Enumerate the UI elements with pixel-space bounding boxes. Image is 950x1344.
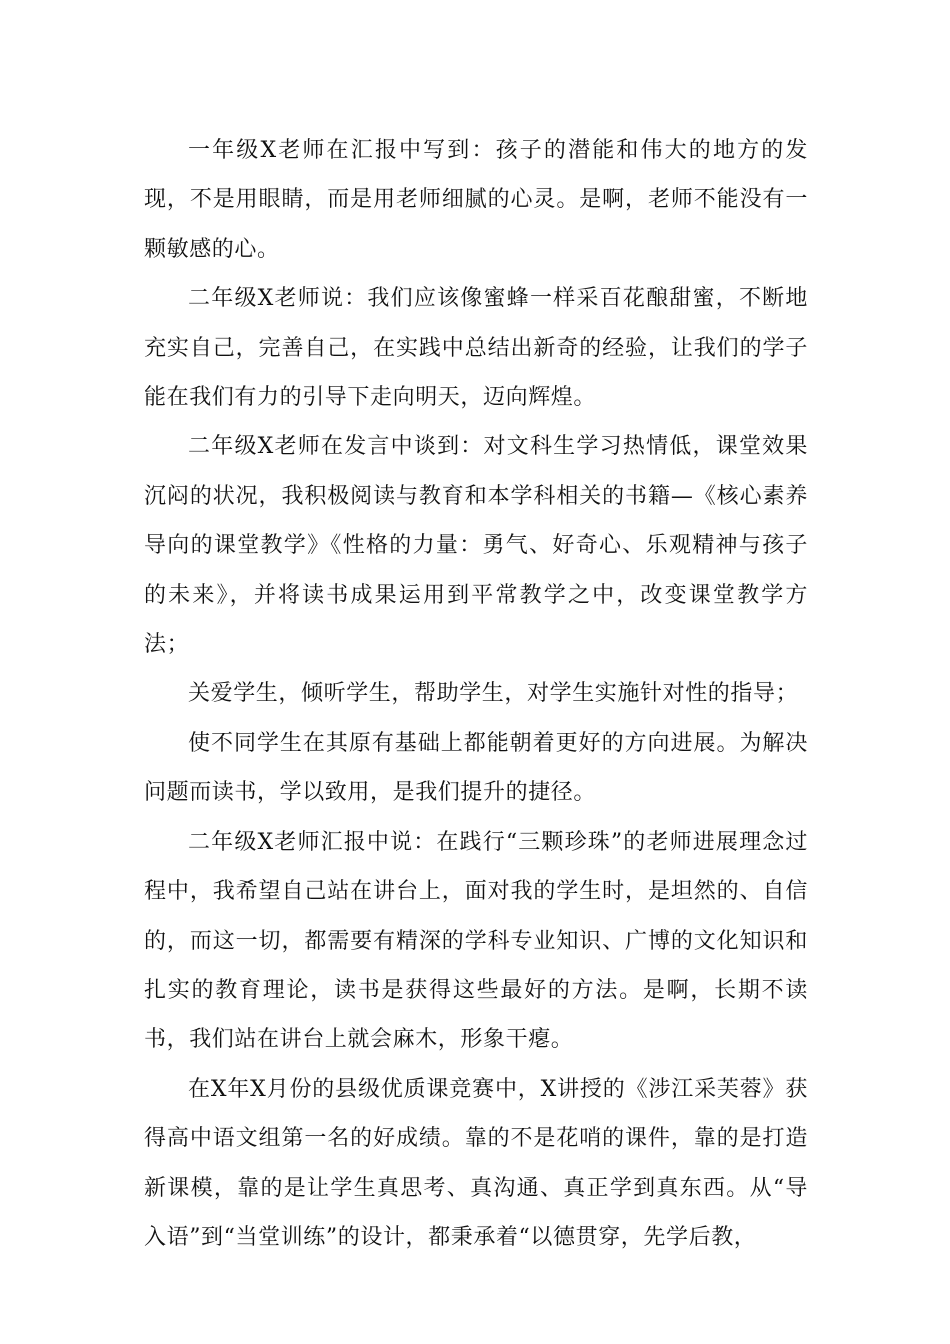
paragraph-grade2-reading-books: 二年级X老师在发言中谈到：对文科生学习热情低，课堂效果沉闷的状况，我积极阅读与教育和本学科相关的书籍—《核心素养导向的课堂教学》《性格的力量：勇气、好奇心、乐观精神与孩子的未来》，并将读书成果运用到平常教学之中，改变课堂教学方法； — [144, 434, 808, 658]
document-body — [144, 126, 808, 1262]
paragraph-three-pearls-concept: 二年级X老师汇报中说：在践行“三颗珍珠”的老师进展理念过程中，我希望自己站在讲台上，面对我的学生时，是坦然的、自信的，而这一切，都需要有精深的学科专业知识、广博的文化知识和扎实的教育理论，读书是获得这些最好的方法。是啊，长期不读书，我们站在讲台上就会麻木，形象干瘪。 — [144, 829, 808, 1053]
paragraph-progress-of-students: 使不同学生在其原有基础上都能朝着更好的方向进展。为解决问题而读书，学以致用，是我们提升的捷径。 — [144, 730, 808, 806]
paragraph-grade1-teacher-report: 一年级X老师在汇报中写到：孩子的潜能和伟大的地方的发现，不是用眼睛，而是用老师细腻的心灵。是啊，老师不能没有一颗敏感的心。 — [144, 138, 808, 262]
paragraph-grade2-bee-metaphor: 二年级X老师说：我们应该像蜜蜂一样采百花酿甜蜜，不断地充实自己，完善自己，在实践中总结出新奇的经验，让我们的学子能在我们有力的引导下走向明天，迈向辉煌。 — [144, 286, 808, 411]
paragraph-care-for-students: 关爱学生，倾听学生，帮助学生，对学生实施针对性的指导； — [188, 681, 799, 707]
paragraph-county-lesson-contest: 在X年X月份的县级优质课竞赛中，X讲授的《涉江采芙蓉》获得高中语文组第一名的好成绩。靠的不是花哨的课件，靠的是打造新课模，靠的是让学生真思考、真沟通、真正学到真东西。从“导入语”到“当堂训练”的设计，都秉承着“以德贯穿，先学后教， — [144, 1076, 808, 1250]
